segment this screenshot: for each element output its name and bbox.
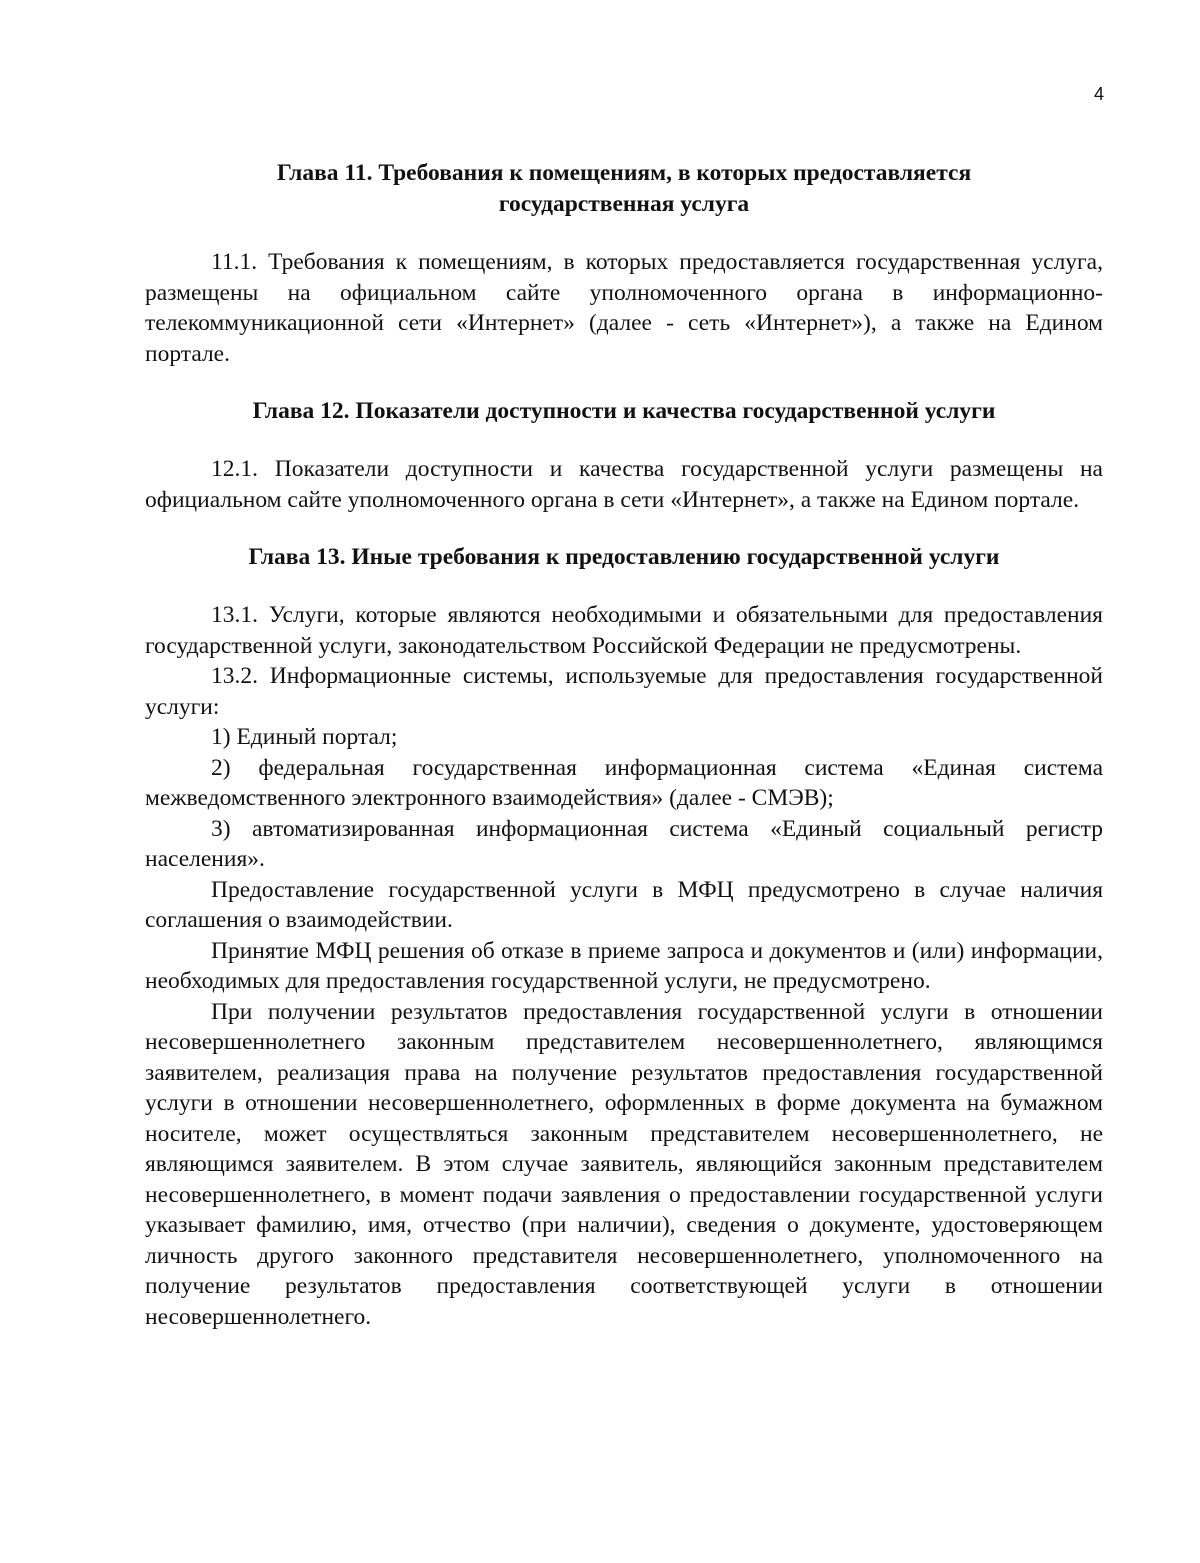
spacer [145, 369, 1103, 396]
spacer [145, 573, 1103, 600]
list-item-1: 1) Единый портал; [211, 724, 398, 750]
paragraph-13-2: 13.2. Информационные системы, используемые для предоставления государственной услуги: [145, 663, 1103, 720]
paragraph-13-1: 13.1. Услуги, которые являются необходимыми и обязательными для предоставления государственной услуги, законодательством Российской Федерации не предусмотрены. [145, 602, 1103, 659]
paragraph-11-1: 11.1. Требования к помещениям, в которых предоставляется государственная услуга, размещены на официальном сайте уполномоченного органа в информационно-телекоммуникационной сети «Интернет» (далее - сеть «Интернет»), а также на Едином портале. [145, 249, 1103, 367]
chapter-12-title [145, 396, 1103, 427]
spacer [145, 427, 1103, 454]
chapter-11-title-line-2: государственная услуга [498, 191, 750, 217]
chapter-12-title-line-1: Глава 12. Показатели доступности и качества государственной услуги [252, 398, 996, 424]
paragraph-12-1: 12.1. Показатели доступности и качества государственной услуги размещены на официальном сайте уполномоченного органа в сети «Интернет», а также на Едином портале. [145, 456, 1103, 513]
chapter-13-title-line-1: Глава 13. Иные требования к предоставлению государственной услуги [248, 544, 1000, 570]
chapter-11-title-line-1: Глава 11. Требования к помещениям, в которых предоставляется [276, 160, 972, 186]
chapter-13-title [145, 542, 1103, 573]
list-item-2: 2) федеральная государственная информационная система «Единая система межведомственного электронного взаимодействия» (далее - СМЭВ); [145, 754, 1103, 811]
paragraph-minor-representative: При получении результатов предоставления государственной услуги в отношении несовершеннолетнего законным представителем несовершеннолетнего, являющимся заявителем, реализация права на получение результатов предоставления государственной услуги в отношении несовершеннолетнего, оформленных в форме документа на бумажном носителе, может осуществляться законным представителем несовершеннолетнего, не являющимся заявителем. В этом случае заявитель, являющийся законным представителем несовершеннолетнего, в момент подачи заявления о предоставлении государственной услуги указывает фамилию, имя, отчество (при наличии), сведения о документе, удостоверяющем личность другого законного представителя несовершеннолетнего, уполномоченного на получение результатов предоставления соответствующей услуги в отношении несовершеннолетнего. [145, 998, 1103, 1330]
spacer [145, 220, 1103, 247]
list-item-3: 3) автоматизированная информационная система «Единый социальный регистр населения». [145, 815, 1103, 872]
spacer [145, 515, 1103, 542]
document-body [145, 158, 1103, 1332]
paragraph-mfc-agreement: Предоставление государственной услуги в МФЦ предусмотрено в случае наличия соглашения о взаимодействии. [145, 876, 1103, 933]
page-number: 4 [1093, 84, 1104, 104]
chapter-11-title [145, 158, 1103, 220]
paragraph-mfc-refusal: Принятие МФЦ решения об отказе в приеме запроса и документов и (или) информации, необходимых для предоставления государственной услуги, не предусмотрено. [145, 937, 1103, 994]
